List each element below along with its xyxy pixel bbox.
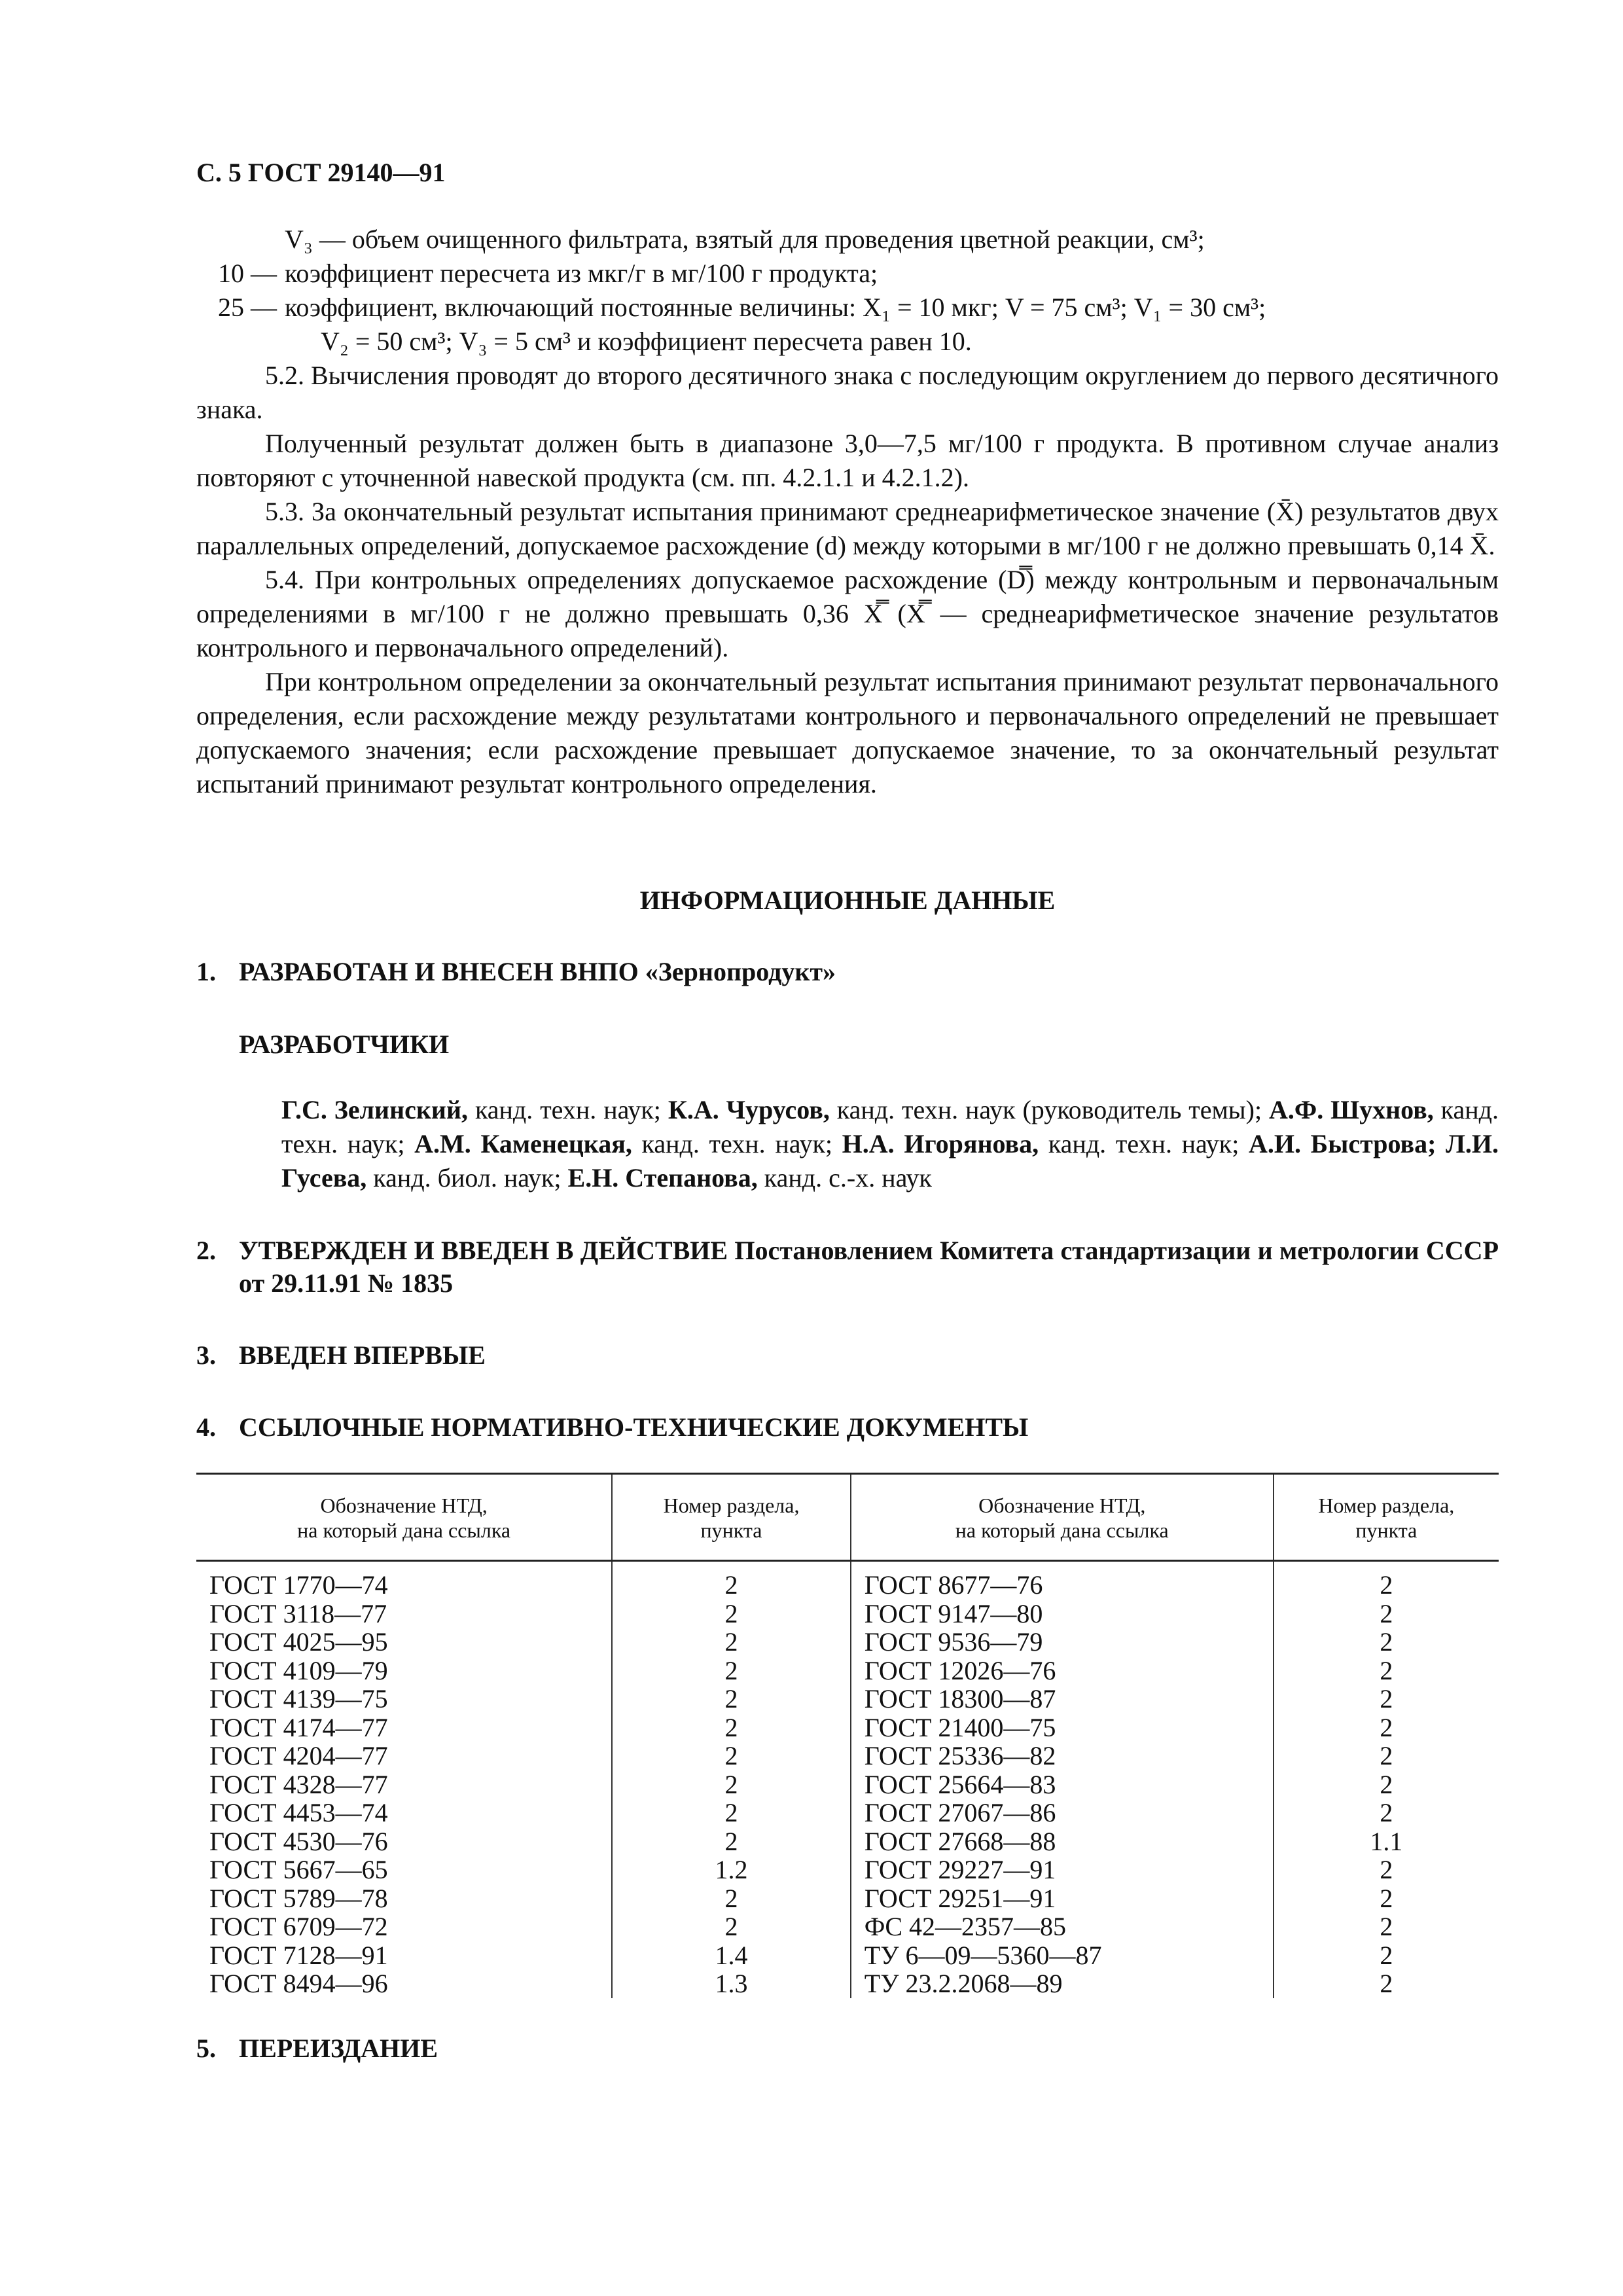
cell-designation: ГОСТ 29251—91 bbox=[851, 1884, 1274, 1913]
table-row bbox=[196, 1856, 1499, 1884]
cell-designation: ГОСТ 8494—96 bbox=[209, 1969, 388, 1998]
cell-section: 2 bbox=[1274, 1561, 1499, 1600]
developer-name: Г.С. Зелинский, bbox=[281, 1095, 469, 1124]
info-item-2: 2. УТВЕРЖДЕН И ВВЕДЕН В ДЕЙСТВИЕ Постановлением Комитета стандартизации и метрологии СССР от 29.11.91 № 1835 bbox=[196, 1236, 1499, 1298]
cell-designation: ФС 42—2357—85 bbox=[851, 1912, 1274, 1941]
paragraph-5-2: 5.2. Вычисления проводят до второго десятичного знака с последующим округлением до первого десятичного знака. bbox=[196, 361, 1499, 424]
header-line: Номер раздела, bbox=[663, 1494, 800, 1517]
cell-section: 2 bbox=[612, 1561, 850, 1600]
cell-section: 2 bbox=[1274, 1657, 1499, 1685]
paragraph-control: При контрольном определении за окончательный результат испытания принимают результат первоначального определения, если расхождение между результатами контрольного и первоначального определений не превышает допускаемого значения; если расхождение превышает допускаемое значение, то за окончательный результат испытаний принимают результат контрольного определения. bbox=[196, 667, 1499, 798]
info-item-5: 5. ПЕРЕИЗДАНИЕ bbox=[196, 2033, 438, 2063]
table-row bbox=[196, 1827, 1499, 1856]
header-line: Обозначение НТД, bbox=[978, 1494, 1146, 1517]
cell-designation: ГОСТ 9147—80 bbox=[851, 1600, 1274, 1628]
definition-25: 25 — коэффициент, включающий постоянные величины: X₁ = 10 мкг; V = 75 см³; V₁ = 30 см³; bbox=[218, 293, 1266, 322]
cell-section: 2 bbox=[1274, 1912, 1499, 1941]
table-row bbox=[196, 1912, 1499, 1941]
references-table bbox=[196, 1473, 1499, 1998]
cell-designation: ГОСТ 3118—77 bbox=[209, 1598, 387, 1628]
table-header-row bbox=[196, 1474, 1499, 1561]
cell-designation: ГОСТ 7128—91 bbox=[209, 1940, 388, 1970]
developer-name: А.М. Каменецкая, bbox=[414, 1129, 632, 1158]
cell-section: 2 bbox=[612, 1657, 850, 1685]
cell-designation: ГОСТ 8677—76 bbox=[851, 1561, 1274, 1600]
cell-designation: ГОСТ 4174—77 bbox=[209, 1712, 388, 1742]
header-line: Номер раздела, bbox=[1318, 1494, 1455, 1517]
cell-designation: ГОСТ 12026—76 bbox=[851, 1657, 1274, 1685]
cell-section: 1.3 bbox=[612, 1969, 850, 1998]
cell-designation: ГОСТ 4139—75 bbox=[209, 1684, 388, 1713]
cell-designation: ГОСТ 4025—95 bbox=[209, 1627, 388, 1657]
cell-section: 2 bbox=[612, 1742, 850, 1770]
col-header-designation bbox=[851, 1474, 1274, 1561]
cell-section: 2 bbox=[1274, 1941, 1499, 1970]
cell-section: 2 bbox=[612, 1912, 850, 1941]
table-row bbox=[196, 1657, 1499, 1685]
paragraph-result-range: Полученный результат должен быть в диапазоне 3,0—7,5 мг/100 г продукта. В противном случае анализ повторяют с уточненной навеской продукта (см. пп. 4.2.1.1 и 4.2.1.2). bbox=[196, 429, 1499, 492]
cell-section: 2 bbox=[1274, 1884, 1499, 1913]
cell-designation: ГОСТ 18300—87 bbox=[851, 1685, 1274, 1713]
definition-10: 10 — коэффициент пересчета из мкг/г в мг/100 г продукта; bbox=[218, 259, 878, 288]
cell-section: 2 bbox=[612, 1628, 850, 1657]
info-item-1: 1. РАЗРАБОТАН И ВНЕСЕН ВНПО «Зернопродукт» bbox=[196, 957, 836, 986]
table-row bbox=[196, 1884, 1499, 1913]
cell-section: 1.2 bbox=[612, 1856, 850, 1884]
paragraph-5-3: 5.3. За окончательный результат испытания принимают среднеарифметическое значение (X̄) результатов двух параллельных определений, допускаемое расхождение (d) между которыми в мг/100 г не должно превышать 0,14 X̄. bbox=[196, 497, 1499, 560]
cell-section: 1.4 bbox=[612, 1941, 850, 1970]
col-header-section bbox=[1274, 1474, 1499, 1561]
cell-designation: ГОСТ 4204—77 bbox=[209, 1741, 388, 1770]
cell-designation: ГОСТ 27668—88 bbox=[851, 1827, 1274, 1856]
cell-designation: ГОСТ 29227—91 bbox=[851, 1856, 1274, 1884]
cell-designation: ГОСТ 9536—79 bbox=[851, 1628, 1274, 1657]
header-line: на который дана ссылка bbox=[955, 1518, 1169, 1542]
col-header-section bbox=[612, 1474, 850, 1561]
header-line: на который дана ссылка bbox=[297, 1518, 511, 1542]
cell-section: 2 bbox=[1274, 1856, 1499, 1884]
table-row bbox=[196, 1770, 1499, 1799]
cell-designation: ТУ 23.2.2068—89 bbox=[851, 1969, 1274, 1998]
table-row bbox=[196, 1941, 1499, 1970]
info-title: ИНФОРМАЦИОННЫЕ ДАННЫЕ bbox=[639, 886, 1056, 915]
cell-section: 2 bbox=[1274, 1799, 1499, 1827]
table-row bbox=[196, 1628, 1499, 1657]
cell-designation: ГОСТ 5789—78 bbox=[209, 1883, 388, 1913]
paragraph-5-4: 5.4. При контрольных определениях допускаемое расхождение (D̿) между контрольным и первоначальным определениями в мг/100 г не должно превышать 0,36 X̿ (X̿ — среднеарифметическое значение результатов контрольного и первоначального определений). bbox=[196, 565, 1499, 662]
table-row bbox=[196, 1799, 1499, 1827]
info-item-4: 4. ССЫЛОЧНЫЕ НОРМАТИВНО-ТЕХНИЧЕСКИЕ ДОКУМЕНТЫ bbox=[196, 1412, 1029, 1442]
cell-section: 2 bbox=[612, 1770, 850, 1799]
table-row bbox=[196, 1600, 1499, 1628]
developer-name: А.И. Быстрова; Л.И. Гусева, bbox=[281, 1129, 1499, 1193]
table-row bbox=[196, 1685, 1499, 1713]
references-table-body bbox=[196, 1561, 1499, 1998]
cell-section: 2 bbox=[1274, 1742, 1499, 1770]
cell-section: 2 bbox=[612, 1713, 850, 1742]
cell-designation: ГОСТ 25336—82 bbox=[851, 1742, 1274, 1770]
cell-section: 2 bbox=[1274, 1600, 1499, 1628]
cell-designation: ГОСТ 4328—77 bbox=[209, 1769, 388, 1799]
developer-name: А.Ф. Шухнов, bbox=[1269, 1095, 1434, 1124]
cell-section: 1.1 bbox=[1274, 1827, 1499, 1856]
header-line: Обозначение НТД, bbox=[320, 1494, 488, 1517]
formula-definitions bbox=[196, 223, 1499, 801]
table-row bbox=[196, 1969, 1499, 1998]
developers-list: Г.С. Зелинский, канд. техн. наук; К.А. Чурусов, канд. техн. наук (руководитель темы); А.Ф. Шухнов, канд. техн. наук; А.М. Каменецкая, канд. техн. наук; Н.А. Игорянова, канд. техн. наук; А.И. Быстрова; Л.И. Гусева, канд. биол. наук; Е.Н. Степанова, канд. с.-х. наук bbox=[281, 1095, 1499, 1193]
cell-section: 2 bbox=[1274, 1969, 1499, 1998]
page-header: С. 5 ГОСТ 29140—91 bbox=[196, 158, 446, 187]
header-line: пункта bbox=[700, 1518, 762, 1542]
developer-name: Н.А. Игорянова, bbox=[842, 1129, 1039, 1158]
developers-heading: РАЗРАБОТЧИКИ bbox=[239, 1030, 450, 1059]
cell-designation: ГОСТ 4530—76 bbox=[209, 1826, 388, 1856]
cell-designation: ГОСТ 4453—74 bbox=[209, 1798, 388, 1827]
definition-v3: V₃ — объем очищенного фильтрата, взятый для проведения цветной реакции, см³; bbox=[285, 224, 1205, 254]
cell-section: 2 bbox=[612, 1827, 850, 1856]
table-row bbox=[196, 1561, 1499, 1600]
col-header-designation bbox=[196, 1474, 612, 1561]
developer-name: К.А. Чурусов, bbox=[668, 1095, 830, 1124]
info-item-3: 3. ВВЕДЕН ВПЕРВЫЕ bbox=[196, 1340, 486, 1370]
cell-designation: ГОСТ 4109—79 bbox=[209, 1655, 388, 1685]
cell-section: 2 bbox=[612, 1799, 850, 1827]
developer-name: Е.Н. Степанова, bbox=[567, 1163, 758, 1193]
cell-designation: ГОСТ 25664—83 bbox=[851, 1770, 1274, 1799]
cell-section: 2 bbox=[1274, 1628, 1499, 1657]
table-row bbox=[196, 1713, 1499, 1742]
table-row bbox=[196, 1742, 1499, 1770]
cell-designation: ГОСТ 6709—72 bbox=[209, 1912, 388, 1941]
cell-designation: ТУ 6—09—5360—87 bbox=[851, 1941, 1274, 1970]
cell-designation: ГОСТ 5667—65 bbox=[209, 1855, 388, 1884]
definition-continuation: V₂ = 50 см³; V₃ = 5 см³ и коэффициент пересчета равен 10. bbox=[321, 327, 972, 356]
document-page bbox=[196, 157, 1499, 2065]
cell-section: 2 bbox=[612, 1600, 850, 1628]
cell-section: 2 bbox=[612, 1685, 850, 1713]
cell-designation: ГОСТ 27067—86 bbox=[851, 1799, 1274, 1827]
cell-designation: ГОСТ 21400—75 bbox=[851, 1713, 1274, 1742]
cell-section: 2 bbox=[1274, 1713, 1499, 1742]
header-line: пункта bbox=[1355, 1518, 1418, 1542]
cell-designation: ГОСТ 1770—74 bbox=[209, 1570, 388, 1600]
cell-section: 2 bbox=[612, 1884, 850, 1913]
cell-section: 2 bbox=[1274, 1770, 1499, 1799]
cell-section: 2 bbox=[1274, 1685, 1499, 1713]
